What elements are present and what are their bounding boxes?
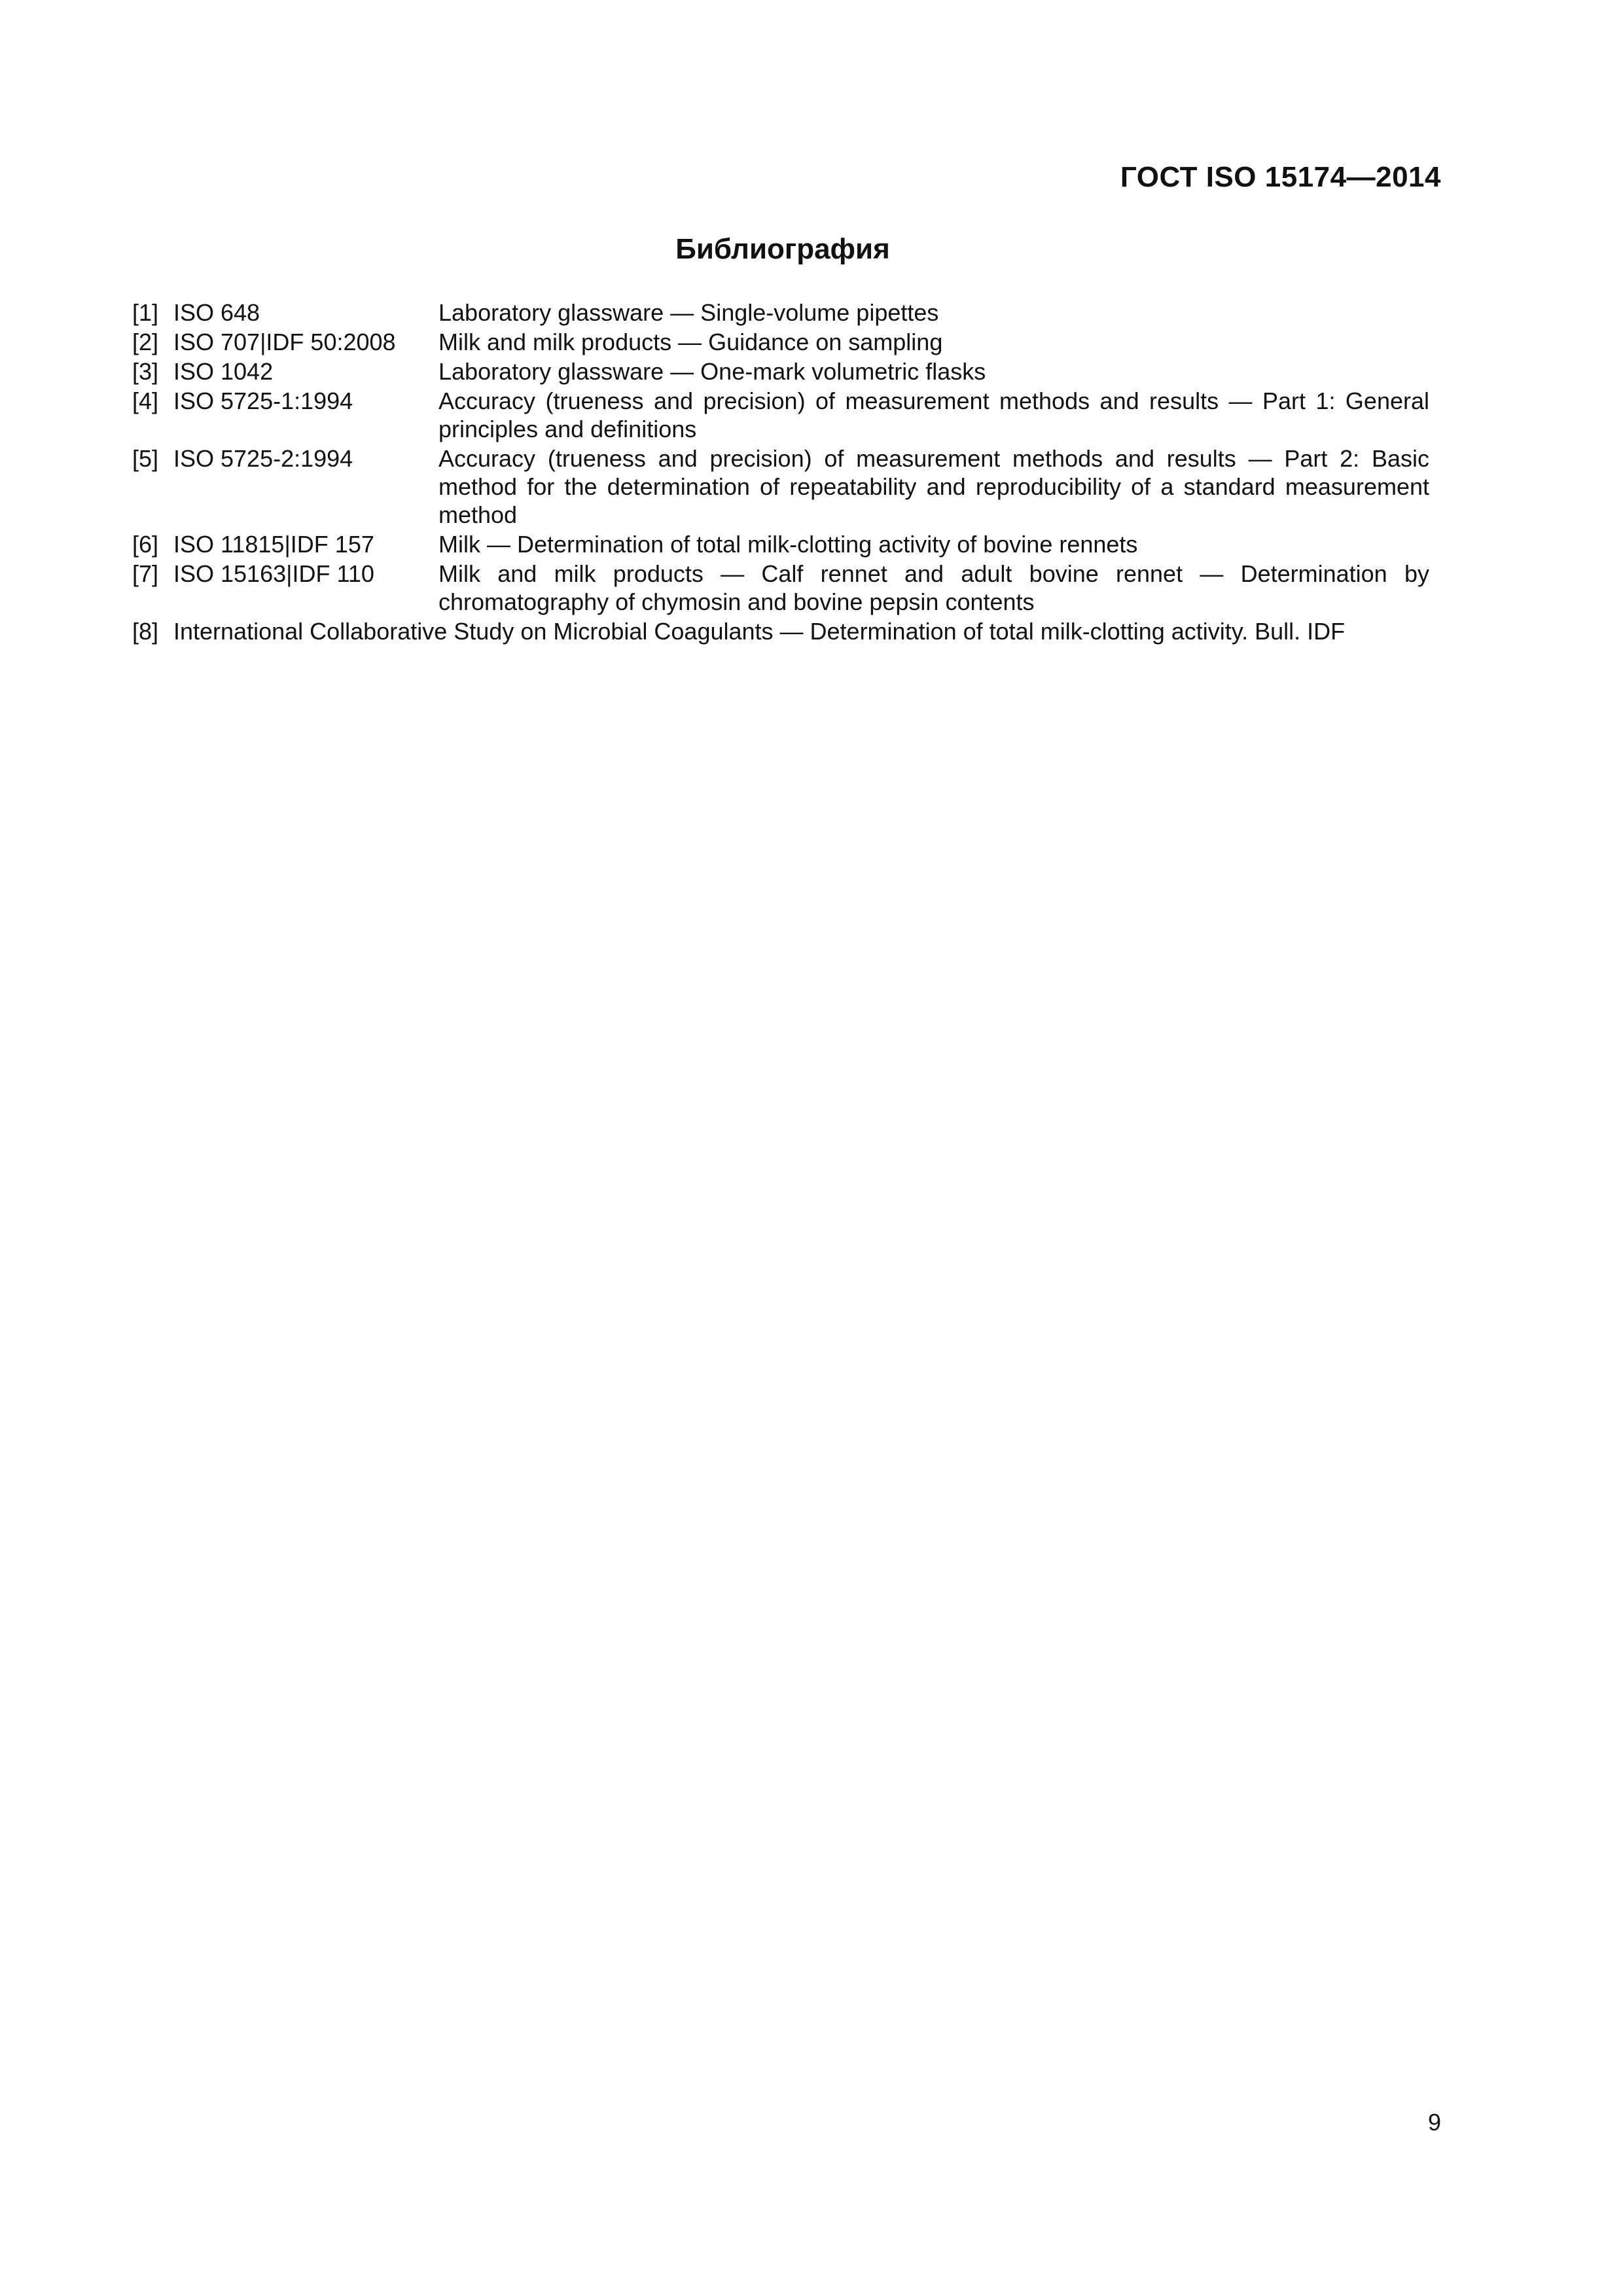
- entry-standard-code: ISO 5725-1:1994: [173, 387, 353, 414]
- bibliography-entry: [132, 298, 1429, 327]
- entry-description: Laboratory glassware — One-mark volumetric flasks: [438, 358, 986, 385]
- entry-standard-code: ISO 5725-2:1994: [173, 445, 353, 472]
- bibliography-list: [132, 298, 1429, 647]
- bibliography-entry: [132, 560, 1429, 616]
- entry-description: Accuracy (trueness and precision) of measurement methods and results — Part 2: Basic method for the determination of repeatability and reproducibility of a standard measurement method: [438, 445, 1429, 528]
- bibliography-entry: [132, 357, 1429, 386]
- entry-number: [8]: [132, 618, 159, 645]
- entry-description: Milk and milk products — Guidance on sampling: [438, 329, 943, 355]
- bibliography-entry: [132, 387, 1429, 443]
- bibliography-entry: [132, 530, 1429, 558]
- entry-standard-code: ISO 15163|IDF 110: [173, 560, 374, 587]
- entry-standard-code: ISO 11815|IDF 157: [173, 531, 374, 558]
- bibliography-heading: Библиография: [675, 233, 890, 265]
- entry-description: Accuracy (trueness and precision) of measurement methods and results — Part 1: General principles and definitions: [438, 387, 1429, 442]
- bibliography-entry: [132, 444, 1429, 529]
- entry-description: International Collaborative Study on Microbial Coagulants — Determination of total milk-clotting activity. Bull. IDF: [173, 618, 1346, 645]
- entry-number: [3]: [132, 358, 159, 385]
- entry-number: [5]: [132, 445, 159, 472]
- entry-number: [1]: [132, 299, 159, 326]
- entry-standard-code: ISO 648: [173, 299, 260, 326]
- document-designation: ГОСТ ISO 15174—2014: [1120, 161, 1441, 193]
- entry-description: Milk — Determination of total milk-clotting activity of bovine rennets: [438, 531, 1138, 558]
- entry-number: [7]: [132, 560, 159, 587]
- entry-standard-code: ISO 707|IDF 50:2008: [173, 329, 396, 355]
- entry-description: Laboratory glassware — Single-volume pipettes: [438, 299, 939, 326]
- bibliography-entry: [132, 617, 1429, 645]
- entry-standard-code: ISO 1042: [173, 358, 274, 385]
- entry-number: [6]: [132, 531, 159, 558]
- entry-description: Milk and milk products — Calf rennet and adult bovine rennet — Determination by chromatography of chymosin and bovine pepsin contents: [438, 560, 1429, 615]
- entry-number: [2]: [132, 329, 159, 355]
- bibliography-entry: [132, 328, 1429, 356]
- page-number: 9: [1427, 2109, 1441, 2136]
- entry-number: [4]: [132, 387, 159, 414]
